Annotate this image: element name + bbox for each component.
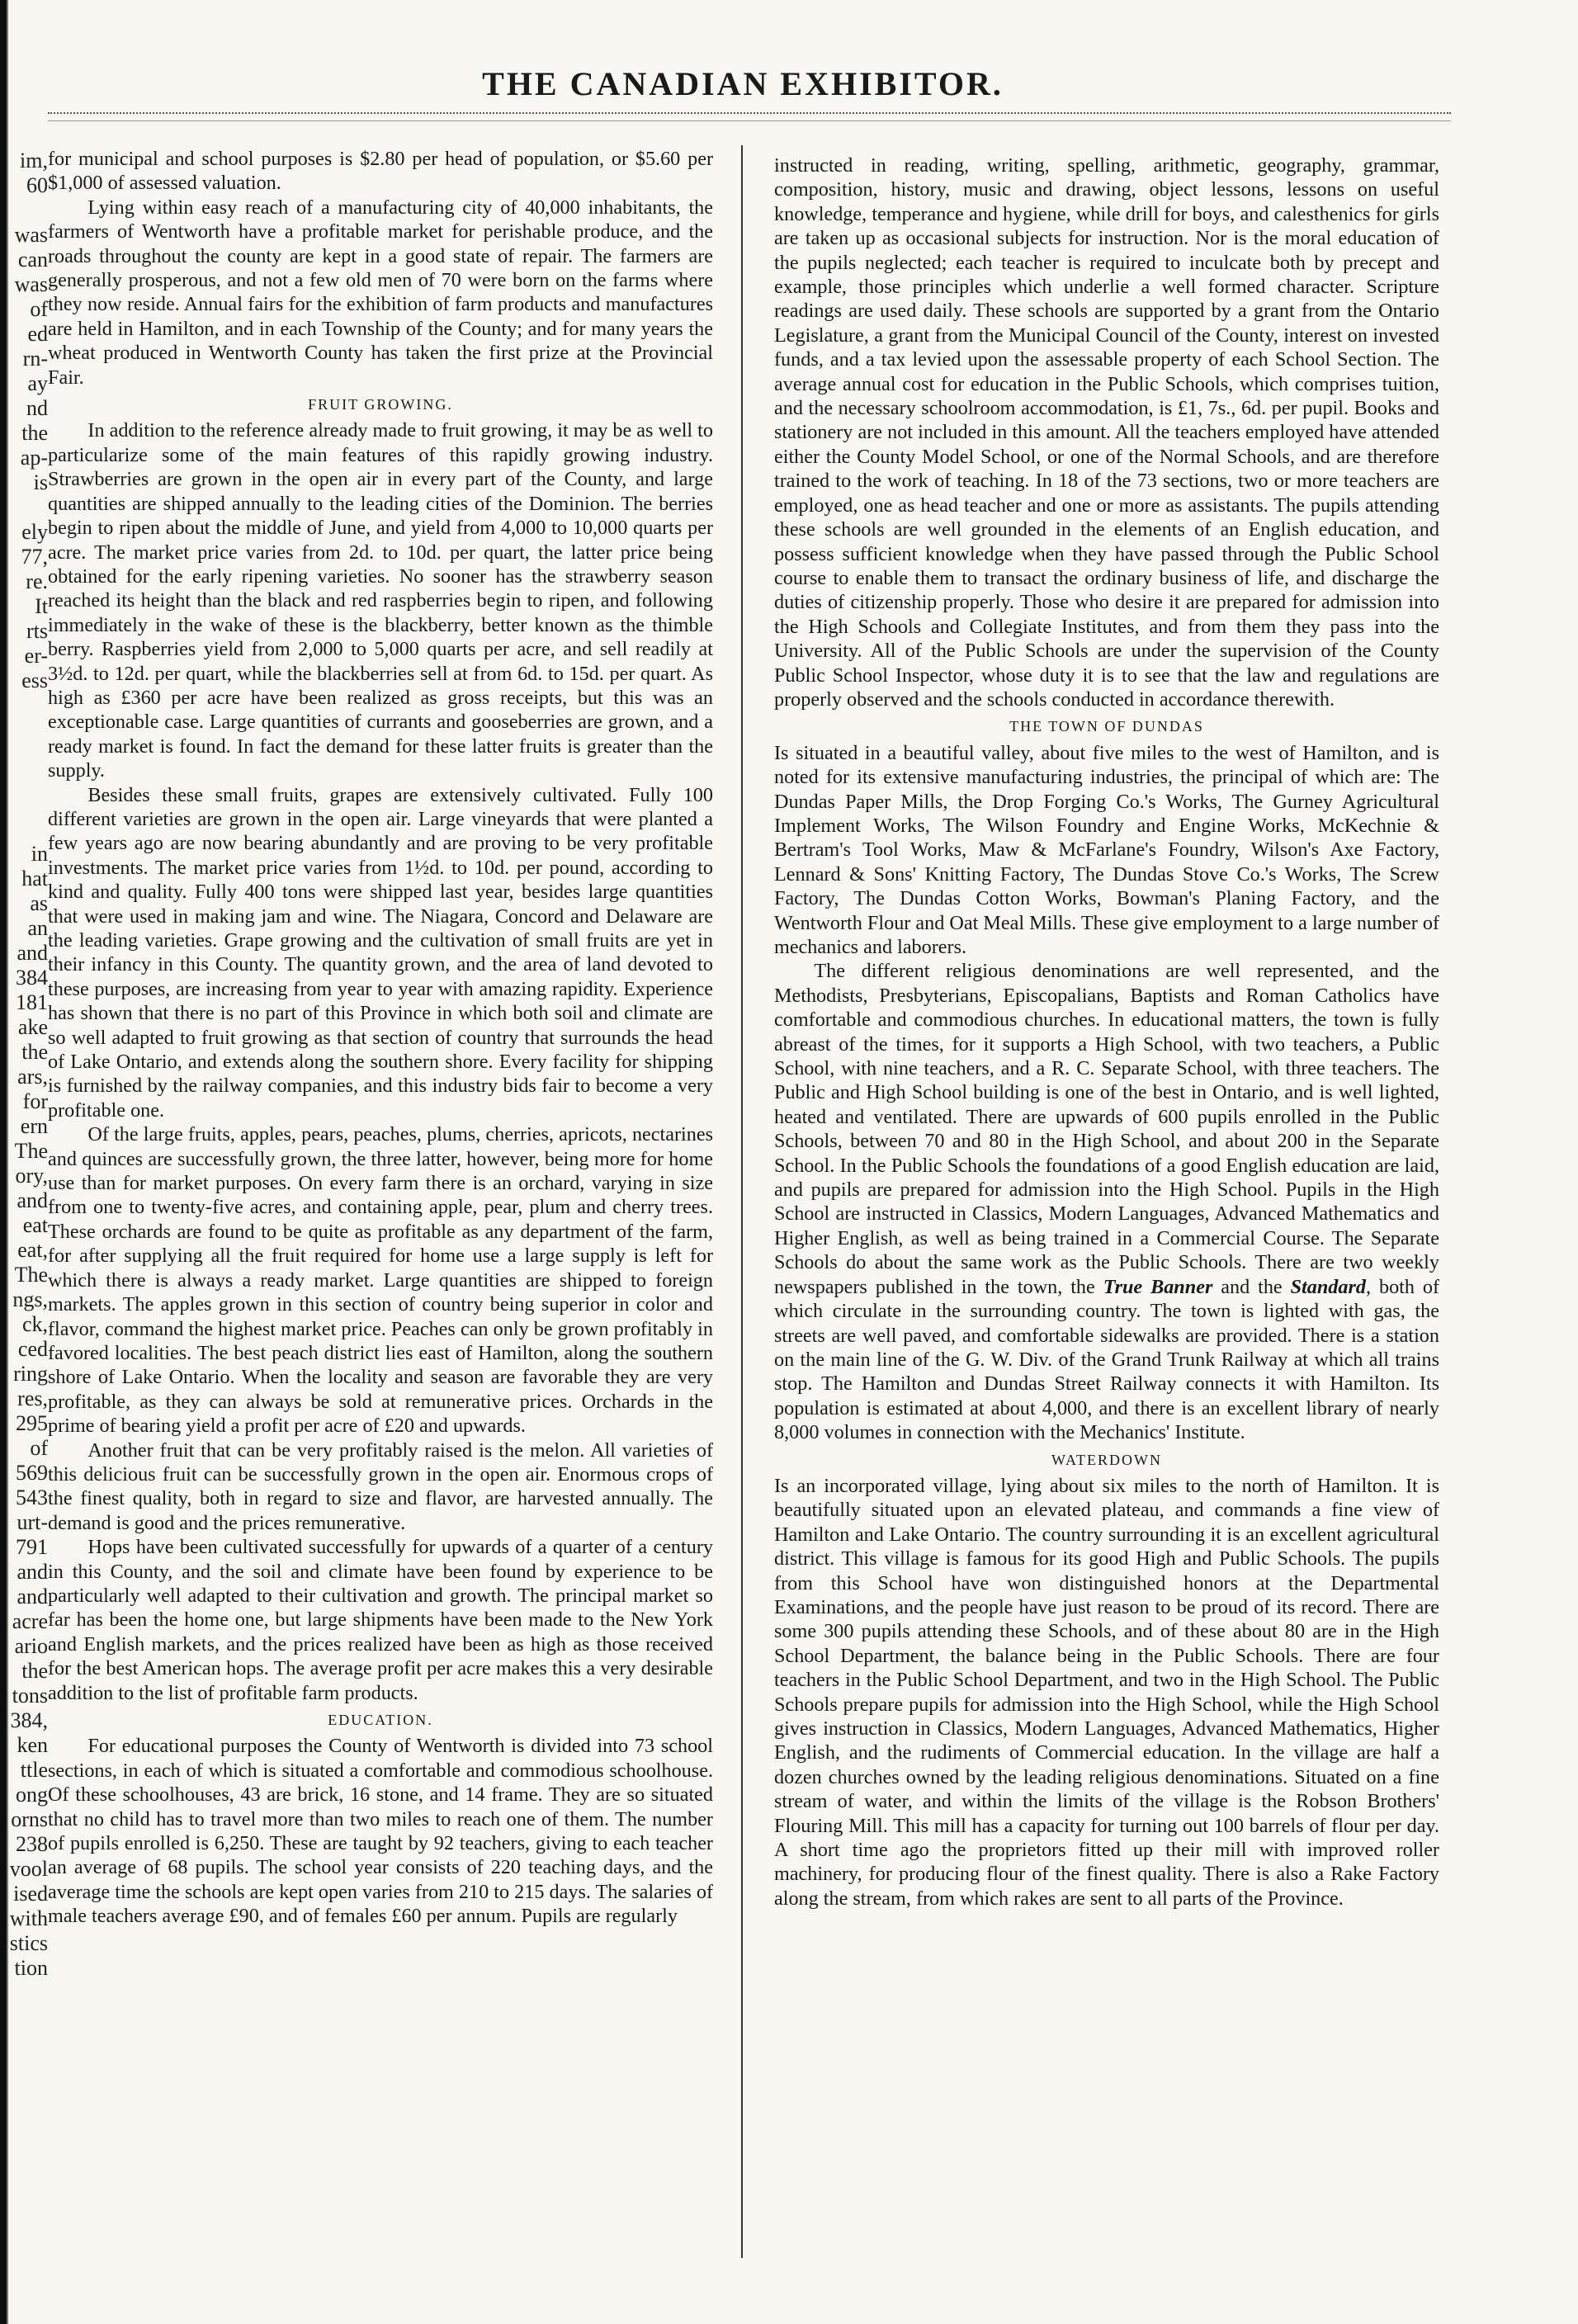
fragment-line <box>0 768 48 792</box>
paragraph: Another fruit that can be very profitably raised is the melon. All varieties of this delicious fruit can be successfully grown in the open air. Enormous crops of the finest quality, both in regard to size and flavor, are harvested annually. The demand is good and the prices remunerative. <box>48 1438 713 1534</box>
fragment-line: tons <box>12 1684 48 1708</box>
fragment-line: 791 <box>16 1535 48 1559</box>
newspaper-title-standard: Standard <box>1290 1275 1367 1298</box>
right-column <box>774 154 1439 2307</box>
left-column <box>48 147 713 2301</box>
fragment-line: orns <box>11 1807 48 1831</box>
fragment-line: vool <box>9 1857 48 1881</box>
fragment-line: for <box>22 1089 48 1113</box>
masthead-rule <box>48 112 1451 114</box>
fragment-line: re. <box>26 569 48 593</box>
fragment-line: is <box>33 470 48 494</box>
fragment-line: ap- <box>20 446 48 470</box>
fragment-line: eat, <box>17 1238 48 1262</box>
fragment-line <box>0 495 48 520</box>
fragment-line: 77, <box>21 545 48 569</box>
fragment-line: im, <box>20 149 48 172</box>
paragraph-text: The different religious denominations are well represented, and the Methodists, Presbyterians, Episcopalians, Baptists and Roman Catholics have comfortable and commodious churches. In educational matters, the town is fully abreast of the times, for it supports a High School, with two teachers, a Public School, with nine teachers, and a R. C. Separate School, with three teachers. The Public and High School building is one of the best in Ontario, and is well lighted, heated and ventilated. There are upwards of 600 pupils enrolled in the Public Schools, between 70 and 80 in the High School, and about 200 in the Separate School. In the Public Schools the foundations of a good English education are laid, and pupils are prepared for admission into the High School. Pupils in the High School are instructed in Classics, Modern Languages, Advanced Mathematics and Higher English, as well as being trained in a Commercial Course. The Separate Schools do about the same work as the Public Schools. There are two weekly newspapers published in the town, the <box>774 960 1439 1298</box>
masthead: THE CANADIAN EXHIBITOR. <box>482 65 1004 102</box>
fragment-line: 238 <box>16 1832 48 1856</box>
section-heading-town-of-dundas: THE TOWN OF DUNDAS <box>1009 718 1204 735</box>
fragment-line: 543 <box>16 1486 48 1509</box>
fragment-line: ring <box>13 1362 48 1386</box>
paragraph: Hops have been cultivated successfully for upwards of a quarter of a century in this County, and the soil and climate have been found by experience to be particularly well adapted to their cultivation and growth. The principal market so far has been the home one, but large shipments have been made to the New York and English markets, and the prices realized have been as high as those received for the best American hops. The average profit per acre makes this a very desirable addition to the list of profitable farm products. <box>48 1536 713 1704</box>
paragraph-text: and the <box>1221 1275 1283 1298</box>
fragment-line: 295 <box>16 1411 48 1435</box>
fragment-line: The <box>14 1139 48 1163</box>
fragment-line: ong <box>16 1783 48 1807</box>
fragment-line: in <box>31 842 48 866</box>
fragment-line <box>0 792 48 817</box>
paragraph-text: , both of which circulate in the surrounding country. The town is lighted with gas, the streets are well paved, and comfortable sidewalks are provided. There is a station on the main line of the G. W. Div. of the Grand Trunk Railway at which all trains stop. The Hamilton and Dundas Street Railway connects it with Hamilton. Its population is estimated at about 4,000, and there is an excellent library of nearly 8,000 volumes in connection with the Mechanics' Institute. <box>774 1275 1439 1444</box>
fragment-line: 569 <box>16 1461 48 1485</box>
paragraph: Besides these small fruits, grapes are extensively cultivated. Fully 100 different varieties are grown in the open air. Large vineyards that were planted a few years ago are now bearing abundantly and are proving to be very profitable investments. The market price varies from 1½d. to 10d. per pound, according to kind and quality. Fully 400 tons were shipped last year, besides large quantities that were used in making jam and wine. The Niagara, Concord and Delaware are the leading varieties. Grape growing and the cultivation of small fruits are yet in their infancy in this County. The quantity grown, and the area of land devoted to these purposes, are increasing from year to year with amazing rapidity. Experience has shown that there is no part of this Province in which both soil and climate are so well adapted to fruit growing as that section of country that surrounds the head of Lake Ontario, and extends along the southern shore. Every facility for shipping is furnished by the railway companies, and this industry bids fair to become a very profitable one. <box>48 783 713 1122</box>
newspaper-title-true-banner: True Banner <box>1103 1275 1213 1298</box>
fragment-line: 384 <box>16 966 48 990</box>
fragment-line: ngs, <box>12 1287 48 1311</box>
fragment-line: and <box>17 1188 48 1212</box>
fragment-line: rn- <box>22 347 48 371</box>
paragraph: instructed in reading, writing, spelling, arithmetic, geography, grammar, composition, history, music and drawing, object lessons, lessons on useful knowledge, temperance and hygiene, while drill for boys, and calesthenics for girls are taken up as occasional subjects for instruction. Nor is the moral education of the pupils neglected; each teacher is required to inculcate both by precept and example, those principles which underlie a well formed character. Scripture readings are used daily. These schools are supported by a grant from the Ontario Legislature, a grant from the Municipal Council of the County, interest on invested funds, and a tax levied upon the assessable property of each School Section. The average annual cost for education in the Public Schools, which comprises tuition, and the necessary schoolroom accommodation, is £1, 7s., 6d. per pupil. Books and stationery are not included in this amount. All the teachers employed have attended either the County Model School, or one of the Normal Schools, and are therefore trained to the work of teaching. In 18 of the 73 sections, two or more teachers are employed, one as head teacher and one or more as assistants. The pupils attending these schools are well grounded in the elements of an English education, and possess sufficient knowledge when they have passed through the Public School course to enable them to transact the ordinary business of life, and discharge the duties of citizenship properly. Those who desire it are prepared for admission into the High Schools and Collegiate Institutes, and from them they pass into the University. All of the Public Schools are under the supervision of the County Public School Inspector, whose duty it is to see that the law and regulations are properly observed and the schools conducted in accordance therewith. <box>774 154 1439 711</box>
fragment-line: the <box>21 1040 48 1064</box>
masthead-rule-thin <box>48 120 1451 121</box>
paragraph: for municipal and school purposes is $2.80 per head of population, or $5.60 per $1,000 of assessed valuation. <box>48 148 713 195</box>
fragment-line: ced <box>17 1337 48 1361</box>
fragment-line: acre <box>12 1609 48 1633</box>
fragment-line: ken <box>17 1733 48 1757</box>
section-heading-fruit-growing: FRUIT GROWING. <box>308 396 453 413</box>
fragment-line: of <box>30 297 48 321</box>
fragment-line: the <box>21 1659 48 1683</box>
fragment-line <box>0 718 48 743</box>
fragment-line <box>0 743 48 768</box>
fragment-line: was <box>14 272 48 296</box>
fragment-line: 384, <box>10 1708 48 1732</box>
fragment-line <box>0 817 48 842</box>
fragment-line: ario <box>14 1634 48 1658</box>
fragment-line: of <box>30 1436 48 1460</box>
fragment-line: The <box>14 1263 48 1287</box>
column-divider <box>741 145 743 2258</box>
section-heading-education: EDUCATION. <box>328 1712 433 1728</box>
fragment-line: ck, <box>21 1312 48 1336</box>
fragment-line: eat <box>22 1213 48 1237</box>
fragment-line: ern <box>20 1114 48 1138</box>
fragment-line: It <box>35 594 48 618</box>
section-heading-waterdown: WATERDOWN <box>1051 1451 1162 1468</box>
paragraph: Is an incorporated village, lying about six miles to the north of Hamilton. It is beautifully situated upon an elevated plateau, and commands a fine view of Hamilton and Lake Ontario. The country surrounding it is an excellent agricultural district. This village is famous for its good High and Public Schools. The pupils from this School have won distinguished honors at the Departmental Examinations, and the people have just reason to be proud of its record. There are some 300 pupils attending these Schools, and of these about 80 are in the High School Department, the balance being in the Public Schools. There are four teachers in the Public School Department, and two in the High School. The Public Schools prepare pupils for admission into the High School, while the High School gives instruction in Classics, Modern Languages, Advanced Mathematics, Higher English, and the rudiments of Commercial education. In the village are half a dozen churches owned by the leading religious denominations. Situated on a fine stream of water, and within the limits of the village is the Robson Brothers' Flouring Mill. This mill has a capacity for turning out 100 barrels of flour per day. A short time ago the proprietors fitted up their mill with improved roller machinery, for producing flour of the finest quality. There is also a Rake Factory along the stream, from which rakes are sent to all parts of the Province. <box>774 1474 1439 1910</box>
fragment-line: res, <box>17 1386 48 1410</box>
fragment-line: with <box>9 1906 48 1930</box>
paragraph <box>774 959 1439 1444</box>
fragment-line: and <box>17 941 48 965</box>
fragment-line: 181 <box>16 990 48 1014</box>
fragment-line: nd <box>26 396 48 420</box>
paragraph: Lying within easy reach of a manufacturing city of 40,000 inhabitants, the farmers of Wentworth have a profitable market for perishable produce, and the roads throughout the county are kept in a good state of repair. The farmers are generally prosperous, and not a few old men of 70 were born on the farms where they now reside. Annual fairs for the exhibition of farm products and manufactures are held in Hamilton, and in each Township of the County; and for many years the wheat produced in Wentworth County has taken the first prize at the Provincial Fair. <box>48 196 713 389</box>
fragment-line: was <box>14 223 48 247</box>
fragment-line: ay <box>27 371 48 395</box>
fragment-line: hat <box>21 867 48 890</box>
fragment-line: ely <box>21 520 48 544</box>
fragment-line: ars, <box>17 1065 48 1089</box>
paragraph: Is situated in a beautiful valley, about five miles to the west of Hamilton, and is noted for its extensive manufacturing industries, the principal of which are: The Dundas Paper Mills, the Drop Forging Co.'s Works, The Gurney Agricultural Implement Works, The Wilson Foundry and Engine Works, McKechnie & Bertram's Tool Works, Maw & McFarlane's Foundry, Wilson's Axe Factory, Lennard & Sons' Knitting Factory, The Dundas Stove Co.'s Works, The Screw Factory, The Dundas Cotton Works, Bowman's Planing Factory, and the Wentworth Flour and Oat Meal Mills. These give employment to a large number of mechanics and laborers. <box>774 741 1439 958</box>
fragment-line: as <box>30 891 48 915</box>
fragment-line: ake <box>17 1015 48 1039</box>
fragment-line: ed <box>27 322 48 346</box>
adjacent-page-fragments <box>0 149 48 2311</box>
fragment-line: stics <box>9 1931 48 1955</box>
fragment-line <box>0 693 48 718</box>
fragment-line: 60 <box>26 173 48 197</box>
fragment-line: urt- <box>17 1510 48 1534</box>
fragment-line: and <box>17 1560 48 1584</box>
fragment-line: ised <box>13 1882 48 1906</box>
fragment-line: tion <box>14 1956 48 1980</box>
paragraph: In addition to the reference already made to fruit growing, it may be as well to particularize some of the main features of this rapidly growing industry. Strawberries are grown in the open air in every part of the County, and large quantities are shipped annually to the leading cities of the Dominion. The berries begin to ripen about the middle of June, and yield from 4,000 to 10,000 quarts per acre. The market price varies from 2d. to 10d. per quart, the latter price being obtained for the early ripening varieties. No sooner has the strawberry season reached its height than the black and red raspberries begin to ripen, and following immediately in the wake of these is the blackberry, better known as the thimble berry. Raspberries yield from 2,000 to 5,000 quarts per acre, and sell readily at 3½d. to 12d. per quart, while the blackberries sell at from 6d. to 15d. per quart. As high as £360 per acre have been realized as gross receipts, but this was an exceptionable case. Large quantities of currants and gooseberries are grown, and a ready market is found. In fact the demand for these latter fruits is greater than the supply. <box>48 419 713 782</box>
paragraph: Of the large fruits, apples, pears, peaches, plums, cherries, apricots, nectarines and quinces are successfully grown, the three latter, however, being more for home use than for market purposes. On every farm there is an orchard, varying in size from one to twenty-five acres, and containing apple, pear, plum and cherry trees. These orchards are found to be quite as profitable as any department of the farm, for after supplying all the fruit required for home use a large supply is left for which there is always a ready market. Large quantities are shipped to foreign markets. The apples grown in this section of country being superior in color and flavor, command the highest market price. Peaches can only be grown profitably in favored localities. The best peach district lies east of Hamilton, along the southern shore of Lake Ontario. When the locality and season are favorable they are very profitable, as they can always be sold at remunerative prices. Orchards in the prime of bearing yield a profit per acre of £20 and upwards. <box>48 1123 713 1438</box>
paragraph: For educational purposes the County of Wentworth is divided into 73 school sections, in each of which is situated a comfortable and commodious schoolhouse. Of these schoolhouses, 43 are brick, 16 stone, and 14 frame. They are so situated that no child has to travel more than two miles to reach one of them. The number of pupils enrolled is 6,250. These are taught by 92 teachers, giving to each teacher an average of 68 pupils. The school year consists of 220 teaching days, and the average time the schools are kept open varies from 210 to 215 days. The salaries of male teachers average £90, and of females £60 per annum. Pupils are regularly <box>48 1735 713 1928</box>
fragment-line: an <box>27 916 48 940</box>
fragment-line: ory, <box>15 1164 48 1188</box>
fragment-line <box>0 198 48 223</box>
fragment-line: ttle <box>20 1758 48 1782</box>
fragment-line: can <box>17 248 48 272</box>
fragment-line: the <box>21 421 48 445</box>
fragment-line: er- <box>24 644 48 668</box>
fragment-line: and <box>17 1585 48 1608</box>
fragment-line: rts <box>26 619 48 643</box>
fragment-line: ess <box>21 668 48 692</box>
